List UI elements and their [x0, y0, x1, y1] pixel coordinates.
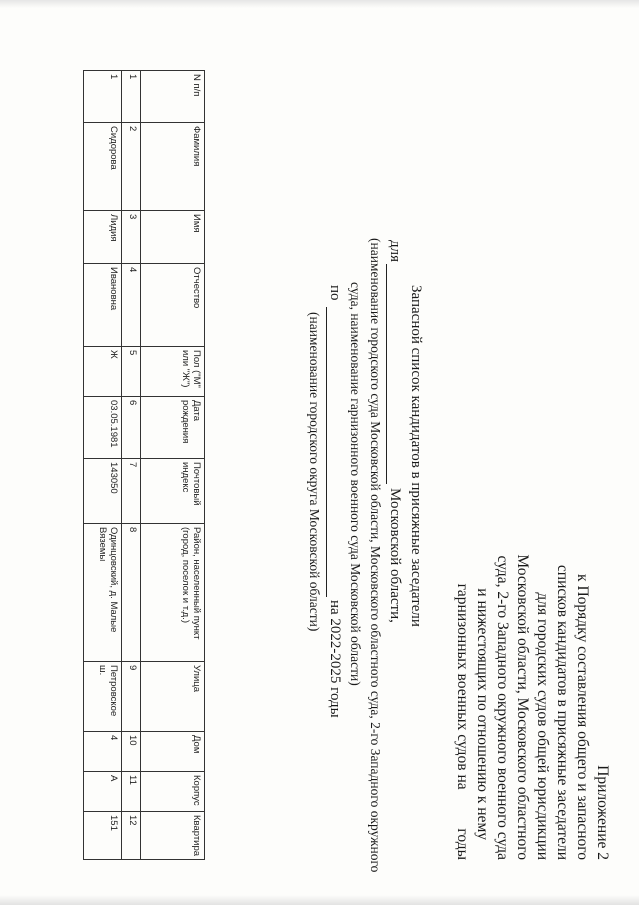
cell-apartment: 151: [84, 812, 122, 860]
for-label: для: [387, 240, 403, 263]
cell-locality: Одинцовский, д. Малые Вяземы: [84, 524, 122, 662]
column-number-cell: 2: [122, 123, 141, 211]
header-cell-birth-date: Дата рождения: [141, 397, 205, 459]
header-cell-gender: Пол ("М" или "Ж"): [141, 347, 205, 397]
column-number-cell: 10: [122, 732, 141, 772]
appendix-line: Московской области, Московского областного: [514, 554, 531, 860]
cell-house: 4: [84, 732, 122, 772]
header-cell-building: Корпус: [141, 772, 205, 812]
column-number-cell: 6: [122, 397, 141, 459]
column-number-cell: 3: [122, 211, 141, 264]
column-number-cell: 1: [122, 71, 141, 123]
cell-street: Петровское ш.: [84, 662, 122, 732]
period-label: на 2022-2025 годы: [327, 600, 343, 718]
appendix-line: гарнизонных военных судов на годы: [454, 583, 471, 860]
column-number-cell: 12: [122, 812, 141, 860]
appendix-line: суда, 2-го Западного окружного военного суда: [494, 555, 511, 860]
cell-patronymic: Ивановна: [84, 264, 122, 347]
table-column-number-row: [122, 71, 141, 860]
page-edge-top: [0, 0, 639, 8]
court-blank-line: [386, 264, 387, 484]
cell-name: Лидия: [84, 211, 122, 264]
cell-postal-code: 143050: [84, 459, 122, 524]
column-number-cell: 8: [122, 524, 141, 662]
page-title: Запасной список кандидатов в присяжные заседатели: [408, 285, 424, 627]
header-cell-patronymic: Отчество: [141, 264, 205, 347]
header-cell-house: Дом: [141, 732, 205, 772]
appendix-line: Приложение 2: [594, 765, 611, 860]
header-cell-postal-code: Почтовый индекс: [141, 459, 205, 524]
cell-building: А: [84, 772, 122, 812]
header-cell-name: Имя: [141, 211, 205, 264]
header-cell-surname: Фамилия: [141, 123, 205, 211]
cell-number: 1: [84, 71, 122, 123]
appendix-line: и нижестоящих по отношению к нему: [474, 588, 491, 840]
appendix-line: для городских судов общей юрисдикции: [534, 592, 551, 860]
by-label: по: [327, 285, 343, 301]
rotated-document: [20, 20, 620, 900]
cell-birth-date: 03.05.1981: [84, 397, 122, 459]
column-number-cell: 7: [122, 459, 141, 524]
district-hint: (наименование городского округа Московской области): [307, 312, 322, 632]
district-blank-line: [326, 307, 327, 597]
region-name: Московской области,: [387, 488, 403, 623]
appendix-line: к Порядку составления общего и запасного: [574, 574, 591, 860]
candidates-table-wrap: [83, 70, 205, 860]
header-cell-locality: Район, населенный пункт (город, поселок и т.д.): [141, 524, 205, 662]
column-number-cell: 11: [122, 772, 141, 812]
column-number-cell: 9: [122, 662, 141, 732]
cell-surname: Сидорова: [84, 123, 122, 211]
header-cell-apartment: Квартира: [141, 812, 205, 860]
table-row: [84, 71, 122, 860]
table-header-row: [141, 71, 205, 860]
court-hint-line-2: суда, наименование гарнизонного военного суда Московской области): [348, 282, 363, 686]
appendix-block: [452, 554, 612, 860]
appendix-line: списков кандидатов в присяжные заседатели: [554, 564, 571, 860]
column-number-cell: 5: [122, 347, 141, 397]
header-cell-number: N п/п: [141, 71, 205, 123]
header-cell-street: Улица: [141, 662, 205, 732]
candidates-table: [83, 70, 205, 860]
column-number-cell: 4: [122, 264, 141, 347]
cell-gender: Ж: [84, 347, 122, 397]
court-hint-line-1: (наименование городского суда Московской области, Московского областного суда, 2-го Западного окружного: [368, 238, 383, 873]
